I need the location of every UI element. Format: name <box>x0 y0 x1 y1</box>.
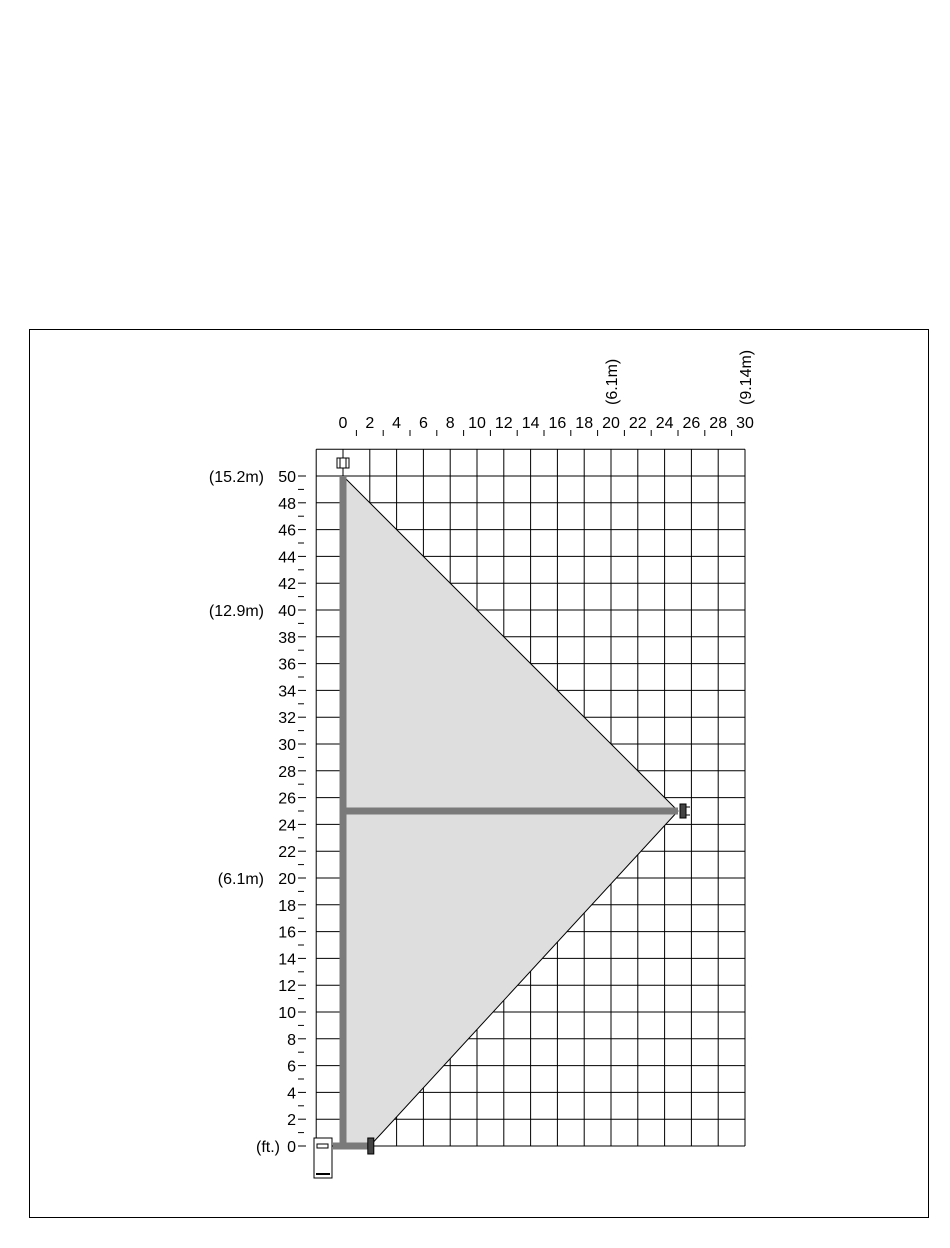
x-tick-label: 6 <box>418 415 428 432</box>
y-tick-label: 18 <box>278 897 296 915</box>
x-metric-label: (9.14m) <box>738 349 755 405</box>
y-metric-label: (ft.) <box>256 1139 280 1156</box>
y-tick-label: 40 <box>278 603 296 620</box>
y-tick-label: 48 <box>278 495 296 513</box>
y-tick-label: 26 <box>278 790 296 808</box>
y-tick-label: 6 <box>287 1058 296 1076</box>
platform-top <box>337 458 349 468</box>
y-tick-label: 28 <box>278 763 296 781</box>
x-tick-label: 26 <box>682 415 701 432</box>
y-tick-label: 46 <box>278 522 296 540</box>
x-tick-label: 30 <box>736 415 754 432</box>
y-tick-label: 8 <box>287 1031 296 1049</box>
y-tick-label: 34 <box>278 683 296 701</box>
y-tick-label: 42 <box>278 576 296 594</box>
y-tick-label: 24 <box>278 817 296 835</box>
y-tick-label: 10 <box>278 1005 296 1022</box>
y-tick-label: 2 <box>287 1112 296 1130</box>
x-tick-label: 14 <box>521 415 540 432</box>
x-tick-label: 24 <box>655 415 674 432</box>
y-tick-label: 14 <box>278 951 296 969</box>
y-metric-label: (12.9m) <box>208 603 264 620</box>
x-tick-label: 16 <box>548 415 567 432</box>
y-tick-label: 16 <box>278 924 296 942</box>
x-tick-label: 4 <box>392 415 402 432</box>
x-tick-label: 28 <box>709 415 728 432</box>
y-tick-label: 22 <box>278 844 296 862</box>
x-tick-label: 18 <box>575 415 594 432</box>
x-tick-label: 12 <box>494 415 513 432</box>
x-tick-label: 20 <box>602 415 620 432</box>
y-tick-label: 12 <box>278 978 296 996</box>
x-tick-label: 8 <box>445 415 455 432</box>
platform-horizontal <box>680 804 686 818</box>
platform-base <box>368 1138 374 1154</box>
machine-panel <box>317 1144 328 1148</box>
x-metric-label: (6.1m) <box>604 358 621 405</box>
x-tick-label: 0 <box>338 415 348 432</box>
x-tick-label: 10 <box>468 415 486 432</box>
y-metric-label: (6.1m) <box>217 871 264 888</box>
x-tick-label: 22 <box>628 415 647 432</box>
y-tick-label: 38 <box>278 629 296 647</box>
y-tick-label: 0 <box>287 1139 296 1156</box>
y-tick-label: 30 <box>278 737 296 754</box>
machine-base <box>314 1138 332 1178</box>
y-tick-label: 32 <box>278 710 296 728</box>
y-tick-label: 36 <box>278 656 296 674</box>
y-tick-label: 50 <box>278 469 296 486</box>
y-tick-label: 20 <box>278 871 296 888</box>
y-metric-label: (15.2m) <box>208 469 264 486</box>
y-tick-label: 44 <box>278 549 296 567</box>
x-axis <box>339 350 755 436</box>
y-tick-label: 4 <box>287 1085 296 1103</box>
y-axis <box>209 469 306 1156</box>
x-tick-label: 2 <box>365 415 375 432</box>
